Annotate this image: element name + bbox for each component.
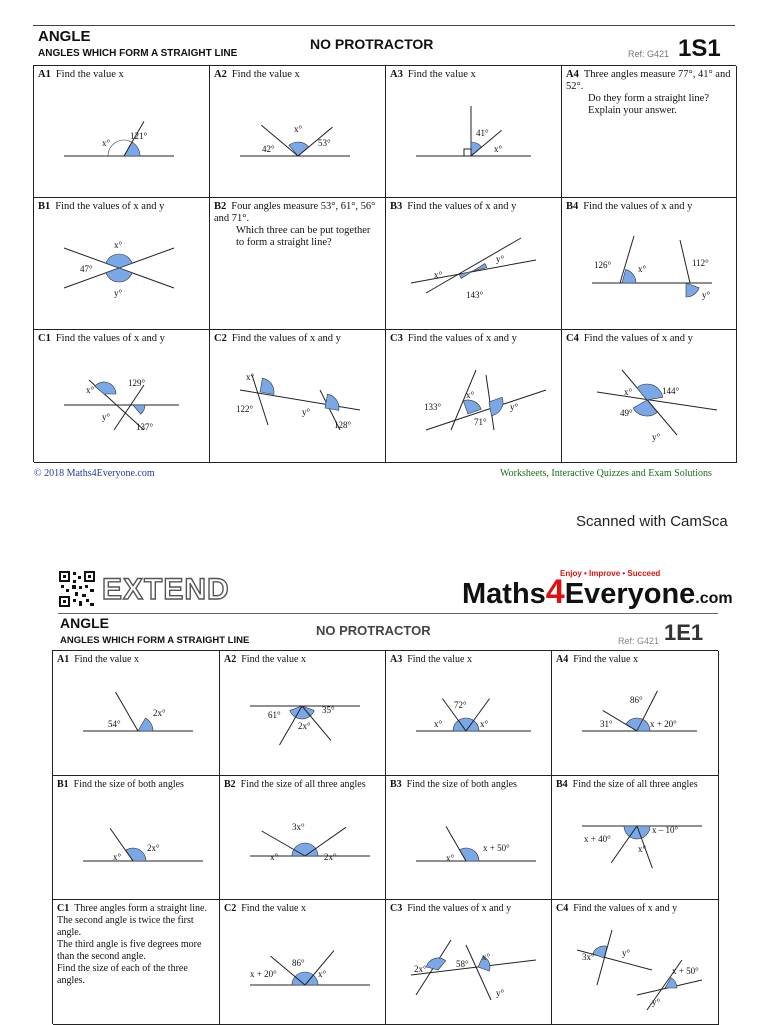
- question-number: B4: [566, 201, 579, 212]
- question-line: Find the values of x and y: [55, 333, 165, 344]
- angle-label: x°: [114, 240, 123, 250]
- question-line: Explain your answer.: [588, 105, 677, 116]
- angle-label: y°: [114, 288, 123, 298]
- question-c3: [386, 900, 552, 1025]
- angle-label: y°: [302, 407, 311, 417]
- question-number: C1: [57, 903, 70, 914]
- question-number: B1: [57, 779, 69, 790]
- question-b4: [552, 776, 719, 900]
- angle-diagram: [34, 66, 210, 198]
- brand-maths: Maths: [462, 578, 546, 610]
- angle-label: x°: [113, 852, 122, 862]
- angle-label: x°: [86, 385, 95, 395]
- question-line: Find the values of x and y: [583, 201, 693, 212]
- question-number: C4: [566, 333, 579, 344]
- question-number: A3: [390, 69, 403, 80]
- question-number: C1: [38, 333, 51, 344]
- angle-label: 2x°: [414, 964, 427, 974]
- question-number: A1: [57, 654, 70, 665]
- question-number: B1: [38, 201, 51, 212]
- angle-diagram: [34, 330, 210, 462]
- question-b1: [53, 776, 220, 900]
- question-line: Which three can be put together to form a straight line?: [236, 225, 371, 248]
- angle-label: 54°: [108, 719, 121, 729]
- question-text: [214, 201, 381, 249]
- question-line: Four angles measure 53°, 61°, 56° and 71°.: [214, 201, 376, 224]
- angle-label: x°: [480, 719, 489, 729]
- angle-label: 35°: [322, 705, 335, 715]
- question-line: Three angles measure 77°, 41° and 52°.: [566, 69, 731, 92]
- top-rule: [58, 613, 718, 614]
- question-line: Find the value x: [231, 69, 300, 80]
- angle-diagram: [386, 66, 562, 198]
- question-line: Find the size of each of the three angles.: [57, 963, 188, 986]
- question-number: A4: [556, 654, 569, 665]
- question-c3: [386, 330, 562, 463]
- angle-label: x°: [446, 853, 455, 863]
- angle-label: 58°: [456, 959, 469, 969]
- question-number: B2: [224, 779, 236, 790]
- angle-label: 41°: [476, 128, 489, 138]
- question-a4: [562, 66, 737, 198]
- angle-label: 2x°: [324, 852, 337, 862]
- angle-label: 128°: [334, 420, 352, 430]
- angle-label: x + 20°: [250, 969, 277, 979]
- qr-code-icon: [58, 570, 96, 608]
- question-number: C3: [390, 903, 403, 914]
- question-number: C4: [556, 903, 569, 914]
- angle-label: 53°: [318, 138, 331, 148]
- angle-label: 144°: [662, 386, 680, 396]
- angle-label: y°: [510, 402, 519, 412]
- angle-label: x°: [318, 969, 327, 979]
- angle-label: 112°: [692, 258, 709, 268]
- worksheet-1E1: [0, 555, 768, 1024]
- question-b3: [386, 776, 552, 900]
- angle-diagram: [562, 198, 737, 330]
- ref-code: Ref: G421: [628, 49, 670, 59]
- angle-label: y°: [702, 290, 711, 300]
- question-grid: [52, 650, 718, 1024]
- question-line: Find the value x: [407, 69, 476, 80]
- no-protractor-label: NO PROTRACTOR: [310, 36, 434, 52]
- worksheet-1S1: [0, 0, 768, 500]
- sheet-code: 1S1: [678, 35, 721, 62]
- question-c2: [210, 330, 386, 463]
- question-line: Find the size of both angles: [406, 779, 517, 790]
- brand-everyone: Everyone: [564, 578, 696, 610]
- angle-label: x°: [624, 387, 633, 397]
- angle-label: 133°: [424, 402, 442, 412]
- question-line: Find the value x: [241, 903, 306, 914]
- question-number: C2: [214, 333, 227, 344]
- question-number: B2: [214, 201, 227, 212]
- angle-label: x°: [494, 144, 503, 154]
- angle-diagram: [386, 330, 562, 462]
- angle-label: x°: [270, 852, 279, 862]
- angle-diagram: [552, 900, 719, 1025]
- question-line: Find the size of both angles: [73, 779, 184, 790]
- angle-label: y°: [622, 948, 631, 958]
- angle-label: 143°: [466, 290, 484, 300]
- copyright: © 2018 Maths4Everyone.com: [34, 468, 155, 479]
- angle-label: x°: [466, 390, 475, 400]
- extend-title: EXTEND: [102, 573, 230, 606]
- question-b2: [210, 198, 386, 330]
- question-text: [57, 903, 215, 987]
- question-b2: [220, 776, 386, 900]
- question-line: Do they form a straight line?: [588, 93, 710, 104]
- angle-label: x + 50°: [483, 843, 510, 853]
- question-a2: [210, 66, 386, 198]
- question-c4: [552, 900, 719, 1025]
- question-number: C2: [224, 903, 237, 914]
- question-number: B3: [390, 201, 403, 212]
- angle-label: 31°: [600, 719, 613, 729]
- question-number: C3: [390, 333, 403, 344]
- angle-diagram: [386, 651, 552, 776]
- angle-label: 126°: [594, 260, 612, 270]
- angle-label: y°: [652, 432, 661, 442]
- question-c2: [220, 900, 386, 1025]
- sheet-code: 1E1: [664, 620, 704, 645]
- angle-label: 47°: [80, 264, 93, 274]
- angle-label: y°: [496, 254, 505, 264]
- angle-label: x°: [434, 270, 443, 280]
- angle-label: x°: [638, 844, 647, 854]
- question-a2: [220, 651, 386, 776]
- question-line: Three angles form a straight line.: [74, 903, 207, 914]
- question-number: A2: [224, 654, 237, 665]
- brand-motto: Enjoy • Improve • Succeed: [560, 569, 661, 578]
- angle-diagram: [210, 66, 386, 198]
- scanned-watermark: Scanned with CamSca: [576, 513, 728, 530]
- question-line: The third angle is five degrees more than the second angle.: [57, 939, 202, 962]
- topic-title: ANGLE: [38, 28, 91, 45]
- brand-four: 4: [545, 573, 565, 611]
- angle-label: x°: [434, 719, 443, 729]
- question-line: Find the value x: [573, 654, 638, 665]
- question-c1: [34, 330, 210, 463]
- angle-diagram: [386, 900, 552, 1025]
- angle-label: 2x°: [147, 843, 160, 853]
- question-line: Find the value x: [74, 654, 139, 665]
- question-line: Find the value x: [407, 654, 472, 665]
- topic-subtitle: ANGLES WHICH FORM A STRAIGHT LINE: [38, 48, 238, 59]
- angle-label: x°: [294, 124, 303, 134]
- question-line: Find the value x: [241, 654, 306, 665]
- angle-diagram: [220, 900, 386, 1025]
- question-grid: [33, 65, 736, 462]
- angle-label: 86°: [630, 695, 643, 705]
- angle-diagram: [34, 198, 210, 330]
- angle-label: 61°: [268, 710, 281, 720]
- angle-label: 86°: [292, 958, 305, 968]
- question-line: Find the value x: [55, 69, 124, 80]
- question-b3: [386, 198, 562, 330]
- question-line: The second angle is twice the first angle.: [57, 915, 194, 938]
- angle-label: y°: [496, 988, 505, 998]
- angle-label: 49°: [620, 408, 633, 418]
- question-number: A3: [390, 654, 403, 665]
- angle-label: 122°: [236, 404, 254, 414]
- brand-logo: [462, 573, 733, 612]
- question-line: Find the values of x and y: [407, 903, 512, 914]
- question-b4: [562, 198, 737, 330]
- brand-com: .com: [695, 590, 733, 607]
- angle-diagram: [386, 198, 562, 330]
- angle-diagram: [552, 651, 719, 776]
- angle-label: 137°: [136, 422, 154, 432]
- angle-diagram: [220, 651, 386, 776]
- angle-label: x – 10°: [652, 825, 679, 835]
- angle-label: y°: [652, 997, 661, 1007]
- question-line: Find the values of x and y: [407, 333, 517, 344]
- question-line: Find the values of x and y: [55, 201, 165, 212]
- question-a1: [53, 651, 220, 776]
- question-number: B4: [556, 779, 568, 790]
- question-number: A2: [214, 69, 227, 80]
- topic-title: ANGLE: [60, 615, 109, 631]
- angle-label: x + 20°: [650, 719, 677, 729]
- angle-label: 2x°: [298, 721, 311, 731]
- angle-label: 71°: [474, 417, 487, 427]
- question-a3: [386, 66, 562, 198]
- tagline: Worksheets, Interactive Quizzes and Exam Solutions: [500, 468, 712, 479]
- question-line: Find the values of x and y: [231, 333, 341, 344]
- angle-label: x + 40°: [584, 834, 611, 844]
- angle-diagram: [210, 330, 386, 462]
- question-c1: [53, 900, 220, 1025]
- angle-label: x + 50°: [672, 966, 699, 976]
- question-line: Find the values of x and y: [407, 201, 517, 212]
- angle-label: 3x°: [292, 822, 305, 832]
- angle-diagram: [53, 776, 220, 900]
- angle-label: 72°: [454, 700, 467, 710]
- question-a4: [552, 651, 719, 776]
- angle-label: x°: [482, 952, 491, 962]
- topic-subtitle: ANGLES WHICH FORM A STRAIGHT LINE: [60, 635, 250, 646]
- question-line: Find the values of x and y: [583, 333, 693, 344]
- question-a1: [34, 66, 210, 198]
- angle-label: x°: [102, 138, 111, 148]
- question-number: B3: [390, 779, 402, 790]
- angle-label: 2x°: [153, 708, 166, 718]
- angle-diagram: [552, 776, 719, 900]
- question-c4: [562, 330, 737, 463]
- question-line: Find the size of all three angles: [572, 779, 698, 790]
- angle-diagram: [562, 66, 737, 198]
- question-line: Find the size of all three angles: [240, 779, 366, 790]
- angle-label: x°: [638, 264, 647, 274]
- angle-diagram: [53, 651, 220, 776]
- angle-label: y°: [102, 412, 111, 422]
- ref-code: Ref: G421: [618, 636, 660, 646]
- question-number: A1: [38, 69, 51, 80]
- no-protractor-label: NO PROTRACTOR: [316, 623, 431, 638]
- question-line: Find the values of x and y: [573, 903, 678, 914]
- top-rule: [33, 25, 735, 26]
- angle-diagram: [562, 330, 737, 462]
- angle-diagram: [386, 776, 552, 900]
- angle-label: 121°: [130, 131, 148, 141]
- angle-label: 42°: [262, 144, 275, 154]
- angle-label: 129°: [128, 378, 146, 388]
- question-a3: [386, 651, 552, 776]
- question-number: A4: [566, 69, 579, 80]
- angle-diagram: [220, 776, 386, 900]
- angle-label: 3x°: [582, 952, 595, 962]
- angle-label: x°: [246, 372, 255, 382]
- question-b1: [34, 198, 210, 330]
